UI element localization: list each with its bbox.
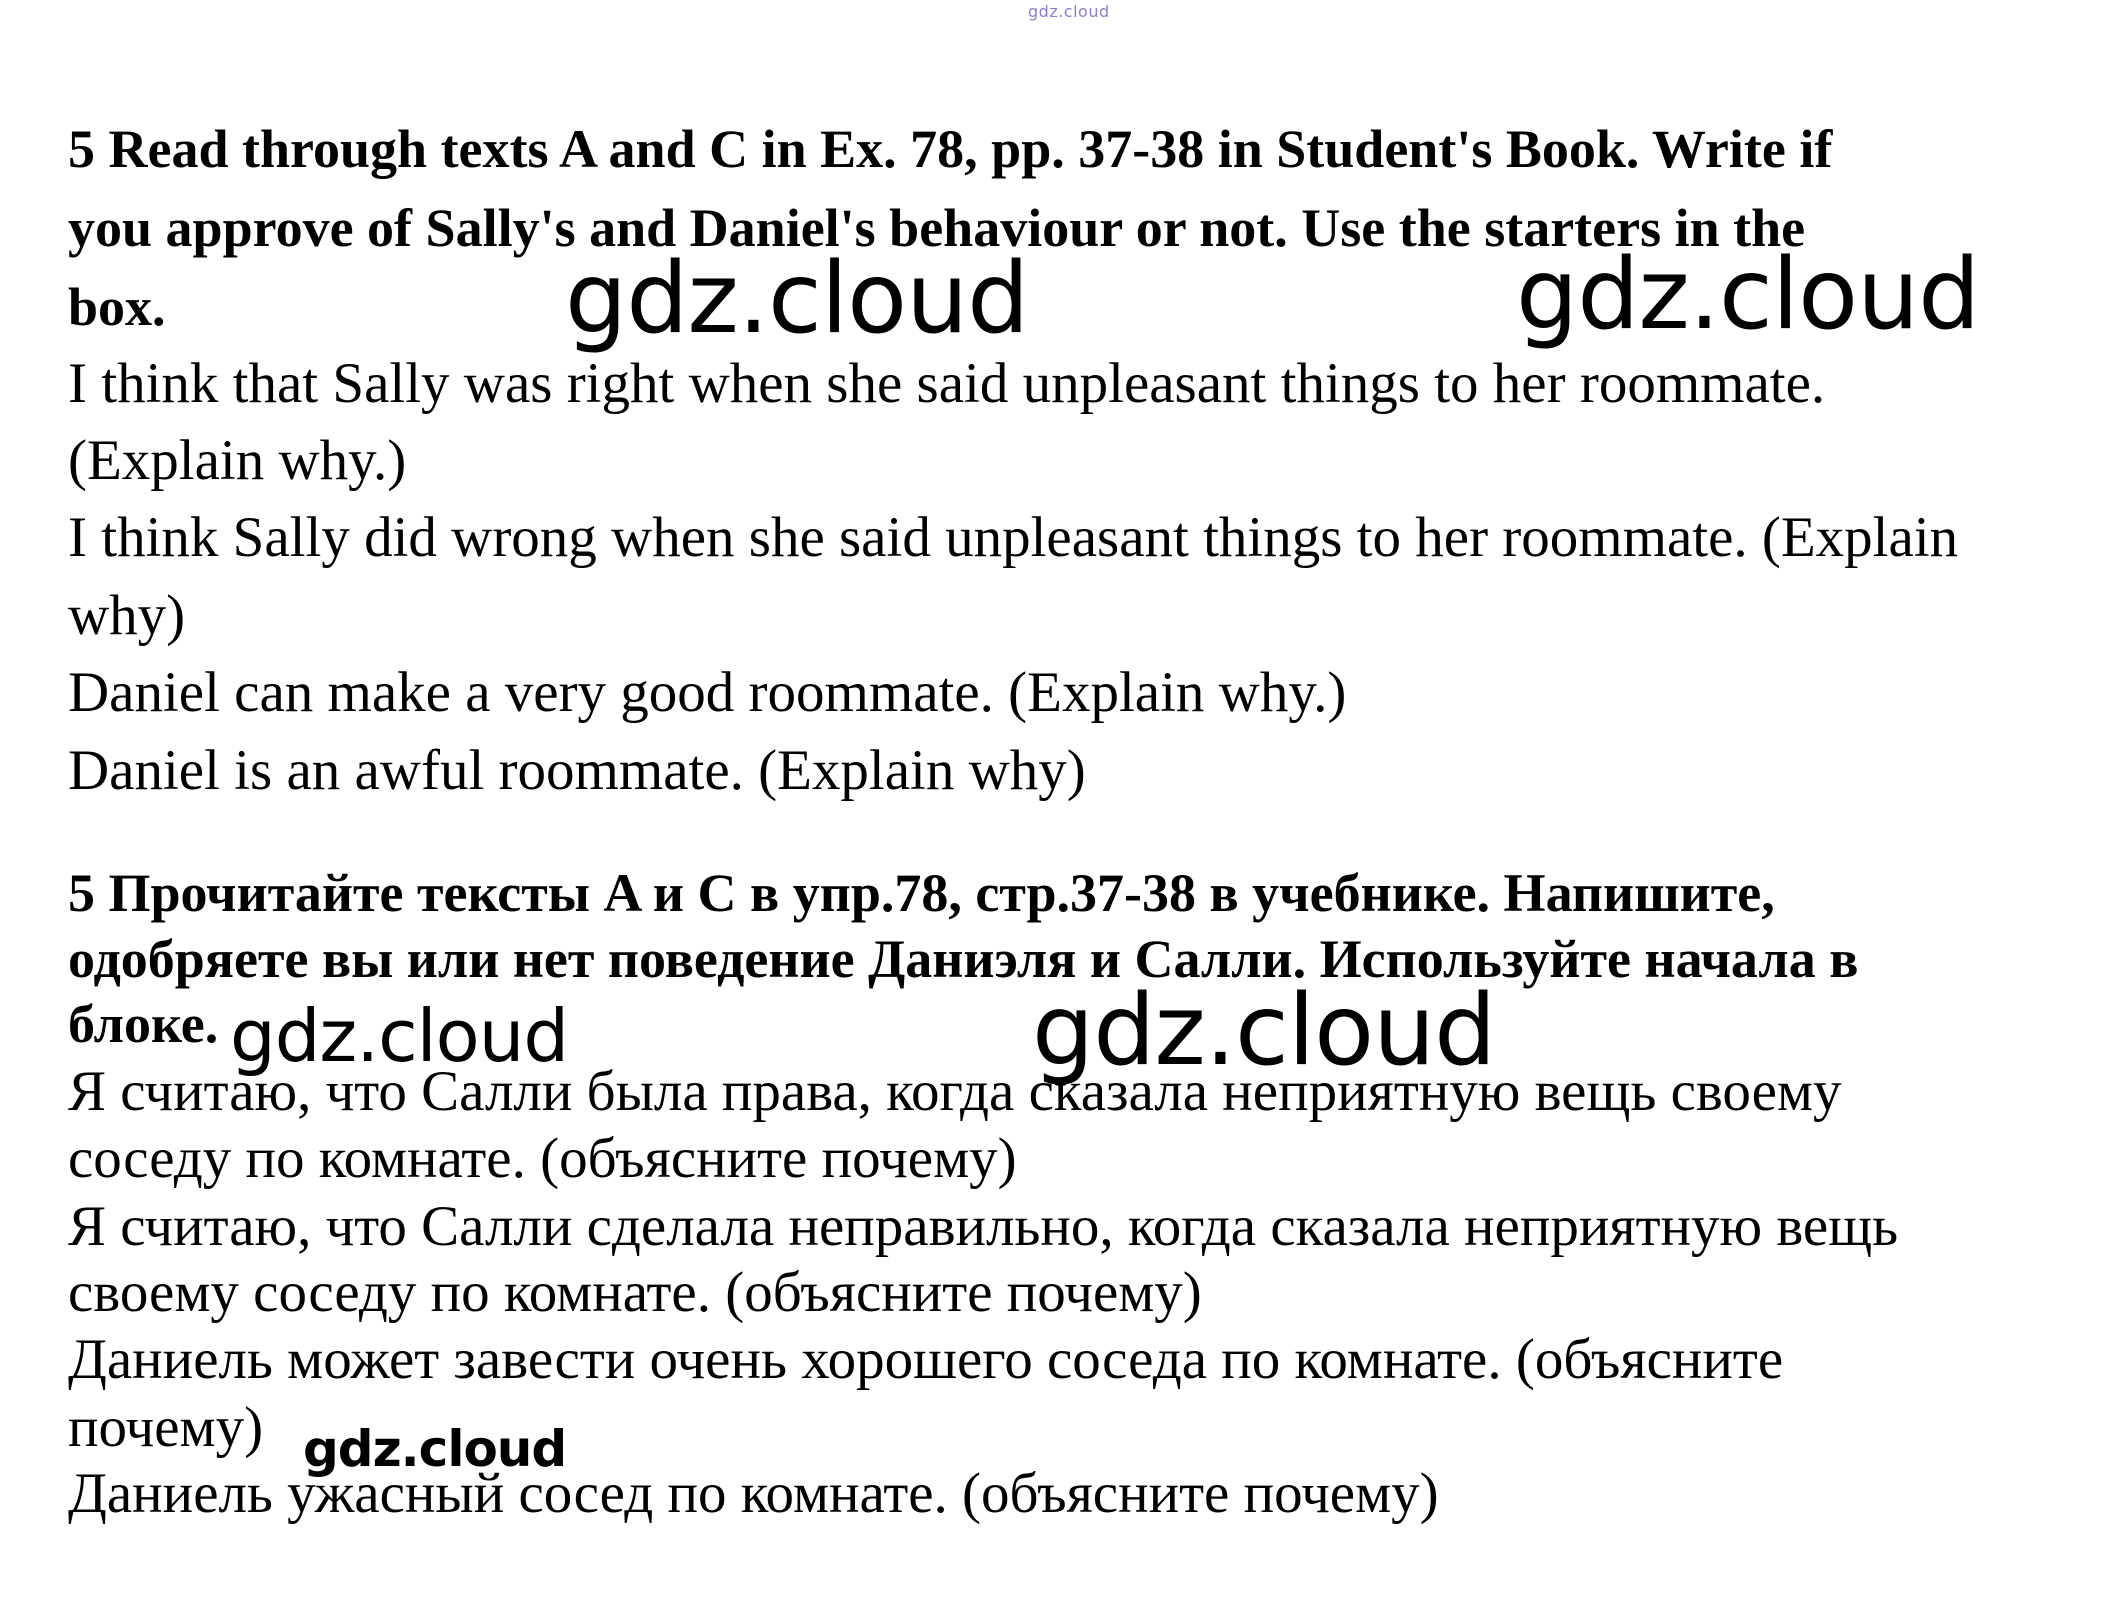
watermark-text: gdz.cloud [1516,238,1980,352]
english-starter-line: (Explain why.) [68,429,407,492]
english-task-line: box. [68,277,166,337]
russian-starter-line: Я считаю, что Салли была права, когда сказала неприятную вещь своему [68,1060,1842,1123]
watermark-text: gdz.cloud [230,994,569,1078]
russian-task-line: одобряете вы или нет поведение Даниэля и Салли. Используйте начала в [68,929,1859,989]
english-starter-line: why) [68,584,186,647]
english-starter-line: Daniel can make a very good roommate. (Explain why.) [68,661,1347,724]
russian-starter-line: соседу по комнате. (объясните почему) [68,1127,1017,1190]
russian-starter-line: своему соседу по комнате. (объясните почему) [68,1261,1202,1324]
english-starter-line: I think that Sally was right when she said unpleasant things to her roommate. [68,352,1826,415]
english-starter-line: I think Sally did wrong when she said unpleasant things to her roommate. (Explain [68,506,1959,569]
english-task-line: you approve of Sally's and Daniel's behaviour or not. Use the starters in the [68,198,1806,258]
top-watermark: gdz.cloud [1028,2,1110,21]
watermark-text: gdz.cloud [565,242,1029,356]
russian-task-line: блоке. [68,994,219,1054]
russian-starter-line: Даниель ужасный сосед по комнате. (объясните почему) [68,1462,1439,1525]
russian-starter-line: Я считаю, что Салли сделала неправильно, когда сказала неприятную вещь [68,1195,1899,1258]
russian-starter-line: Даниель может завести очень хорошего соседа по комнате. (объясните [68,1328,1784,1391]
english-task-line: 5 Read through texts A and C in Ex. 78, pp. 37-38 in Student's Book. Write if [68,119,1833,179]
watermark-text: gdz.cloud [303,1420,567,1478]
russian-task-line: 5 Прочитайте тексты A и C в упр.78, стр.37-38 в учебнике. Напишите, [68,863,1775,923]
watermark-text: gdz.cloud [1032,974,1496,1088]
english-starter-line: Daniel is an awful roommate. (Explain why) [68,739,1086,802]
russian-starter-line: почему) [68,1396,264,1459]
